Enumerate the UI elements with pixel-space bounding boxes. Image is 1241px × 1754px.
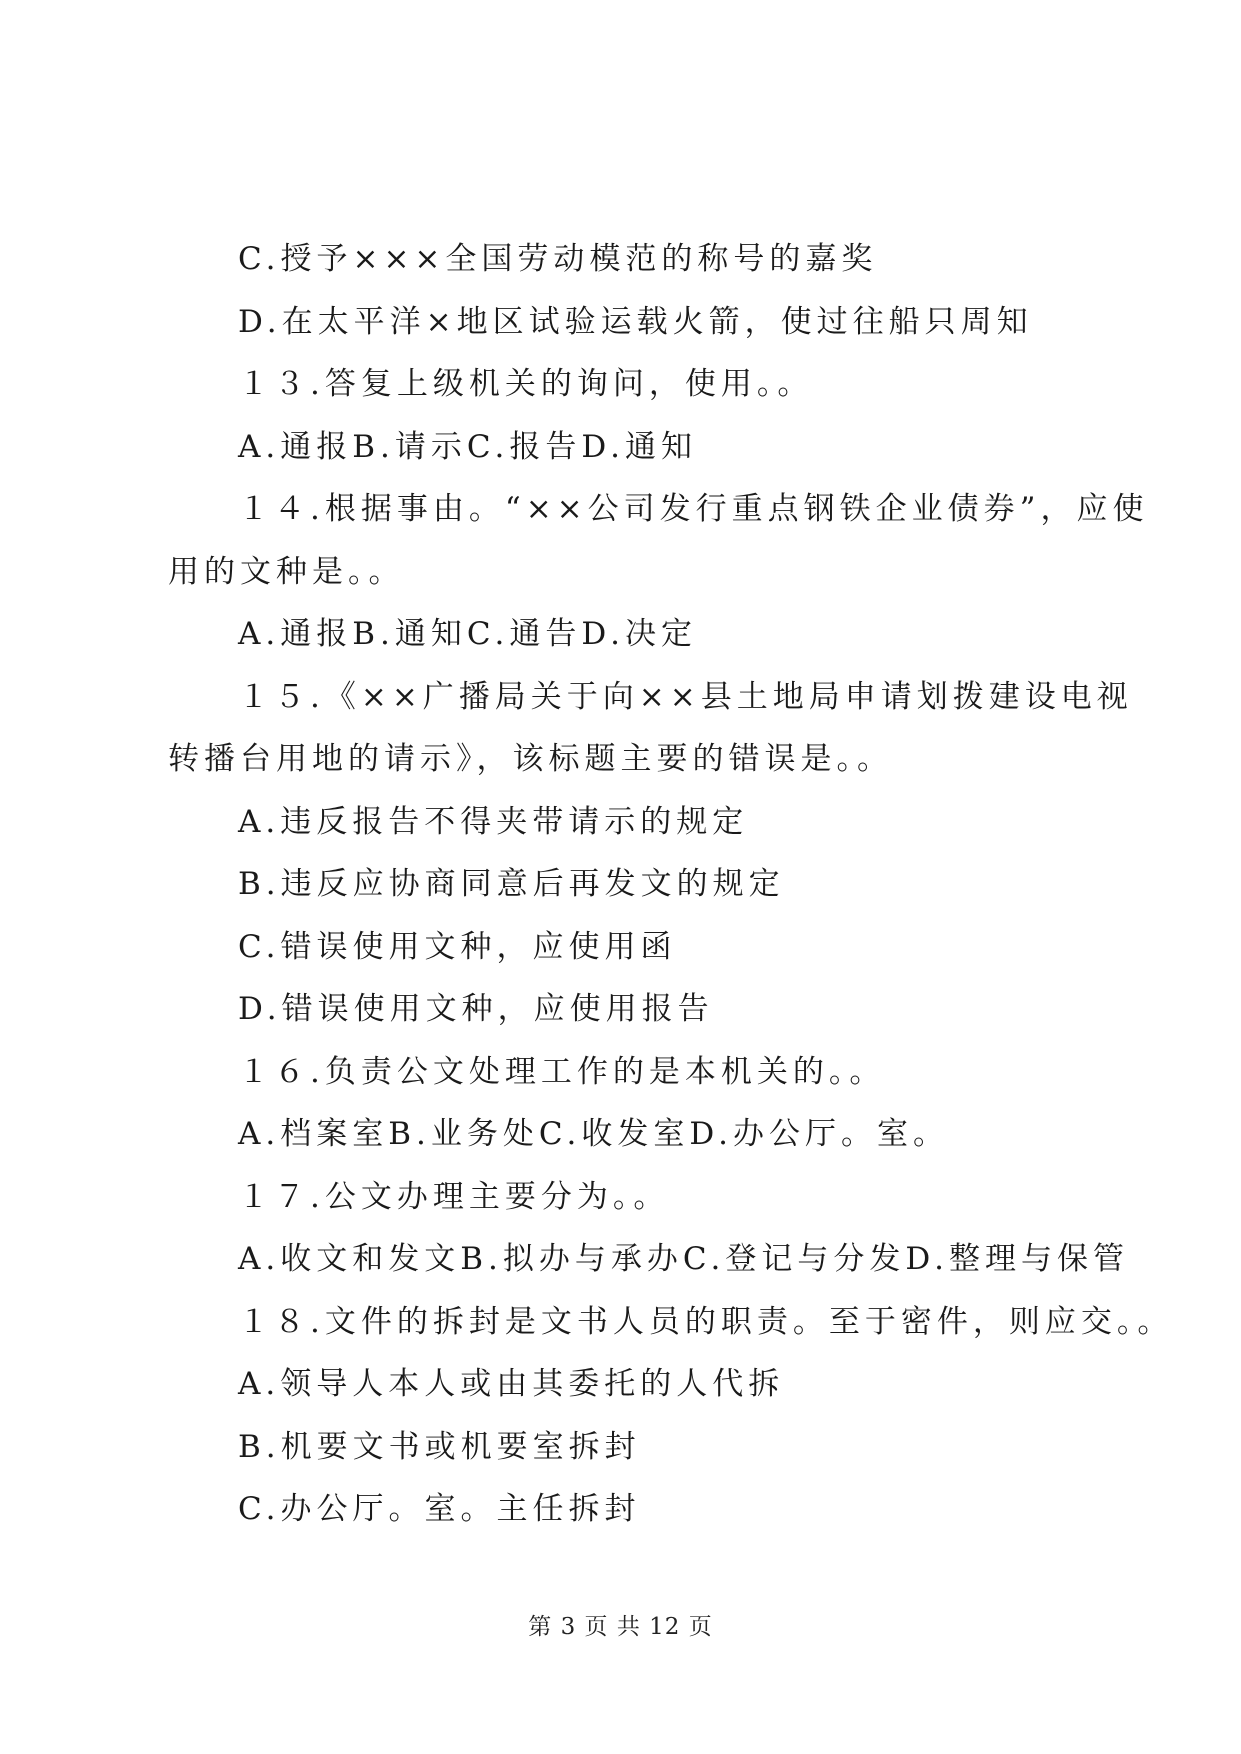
option-b-q18: B.机要文书或机要室拆封 bbox=[238, 1428, 641, 1465]
option-c-q18: C.办公厅。室。主任拆封 bbox=[238, 1491, 641, 1527]
options-q16: A.档案室B.业务处C.收发室D.办公厅。室。 bbox=[238, 1116, 949, 1152]
options-q17: A.收文和发文B.拟办与承办C.登记与分发D.整理与保管 bbox=[238, 1241, 1129, 1277]
question-17: １７.公文办理主要分为。。 bbox=[238, 1178, 670, 1215]
option-a-q18: A.领导人本人或由其委托的人代拆 bbox=[238, 1366, 785, 1402]
option-b-q15: B.违反应协商同意后再发文的规定 bbox=[238, 866, 785, 902]
question-16: １６.负责公文处理工作的是本机关的。。 bbox=[238, 1053, 886, 1090]
option-c-q15: C.错误使用文种，应使用函 bbox=[238, 928, 677, 965]
options-q14: A.通报B.通知C.通告D.决定 bbox=[238, 616, 697, 652]
page-number-footer: 第 3 页 共 12 页 bbox=[528, 1614, 713, 1640]
option-a-q15: A.违反报告不得夹带请示的规定 bbox=[238, 803, 749, 840]
option-c-q12: C.授予×××全国劳动模范的称号的嘉奖 bbox=[238, 241, 878, 277]
options-q13: A.通报B.请示C.报告D.通知 bbox=[238, 428, 697, 465]
question-13: １３.答复上级机关的询问，使用。。 bbox=[238, 366, 814, 402]
question-15: １５.《××广播局关于向××县土地局申请划拨建设电视 bbox=[238, 678, 1133, 715]
question-15-continued: 转播台用地的请示》，该标题主要的错误是。。 bbox=[168, 741, 893, 777]
option-d-q12: D.在太平洋×地区试验运载火箭，使过往船只周知 bbox=[238, 303, 1033, 340]
question-18: １８.文件的拆封是文书人员的职责。至于密件，则应交。。 bbox=[238, 1303, 1174, 1340]
question-14-continued: 用的文种是。。 bbox=[168, 553, 405, 590]
document-body bbox=[168, 228, 1174, 1541]
question-14: １４.根据事由。“××公司发行重点钢铁企业债券”，应使 bbox=[238, 491, 1149, 527]
option-d-q15: D.错误使用文种，应使用报告 bbox=[238, 991, 714, 1027]
